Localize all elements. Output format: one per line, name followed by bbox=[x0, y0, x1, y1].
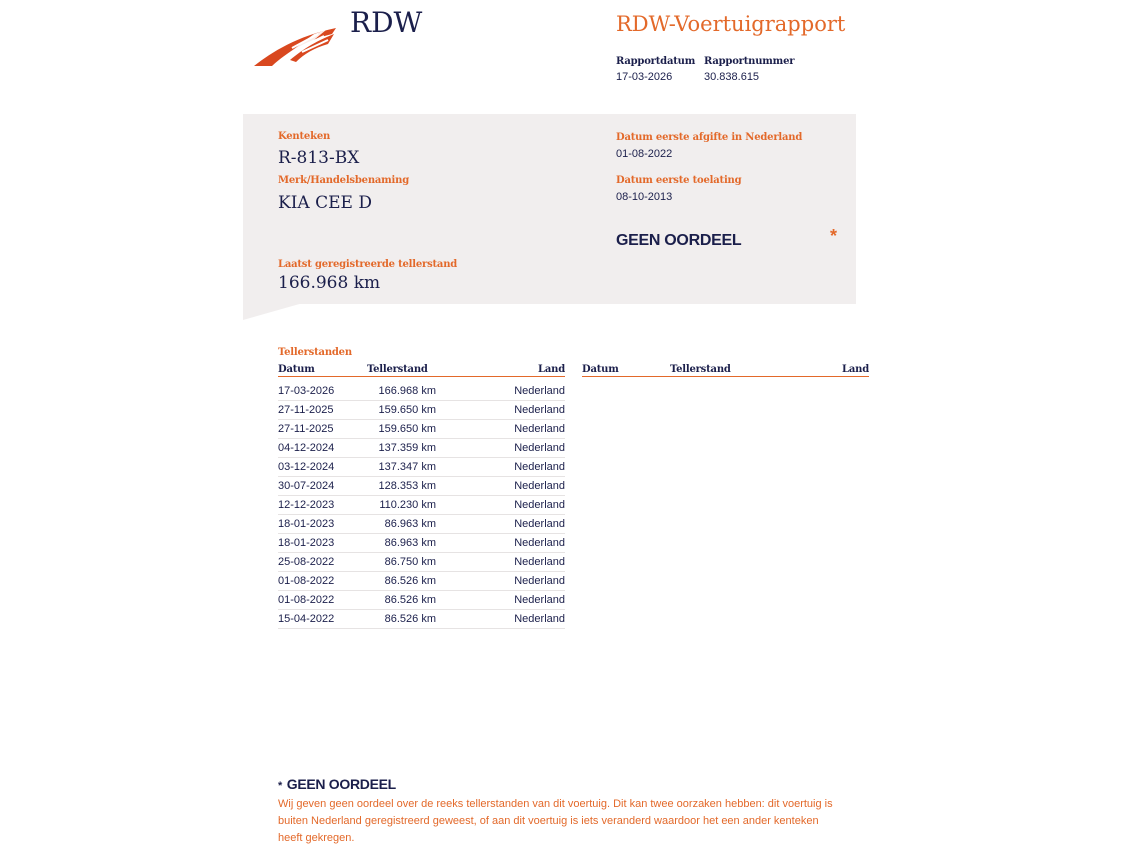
reading-country: Nederland bbox=[436, 572, 565, 591]
footer-star: * bbox=[278, 780, 283, 792]
report-number: 30.838.615 bbox=[704, 71, 760, 83]
odometer-value: 166.968 km bbox=[278, 273, 381, 293]
reading-date: 25-08-2022 bbox=[278, 553, 366, 572]
reading-country: Nederland bbox=[436, 439, 565, 458]
table-row bbox=[278, 477, 565, 496]
footer-heading bbox=[278, 776, 396, 794]
card-tail bbox=[243, 303, 303, 320]
first-nl-value: 01-08-2022 bbox=[616, 148, 673, 160]
readings-title: Tellerstanden bbox=[278, 347, 352, 358]
first-nl-label: Datum eerste afgifte in Nederland bbox=[616, 132, 803, 143]
table-row bbox=[278, 591, 565, 610]
readings-header-rule-2 bbox=[582, 376, 869, 377]
reading-value: 86.526 km bbox=[366, 610, 436, 629]
reading-country: Nederland bbox=[436, 401, 565, 420]
reading-country: Nederland bbox=[436, 458, 565, 477]
reading-date: 15-04-2022 bbox=[278, 610, 366, 629]
reading-value: 137.359 km bbox=[366, 439, 436, 458]
brand-label: Merk/Handelsbenaming bbox=[278, 175, 410, 186]
reading-value: 86.526 km bbox=[366, 572, 436, 591]
reading-date: 01-08-2022 bbox=[278, 572, 366, 591]
table-row bbox=[278, 572, 565, 591]
verdict: GEEN OORDEEL bbox=[616, 232, 742, 249]
logo-text: RDW bbox=[350, 6, 423, 39]
reading-country: Nederland bbox=[436, 382, 565, 401]
reading-country: Nederland bbox=[436, 515, 565, 534]
report-title: RDW-Voertuigrapport bbox=[616, 12, 846, 36]
col-country-header: Land bbox=[538, 364, 565, 375]
reading-date: 03-12-2024 bbox=[278, 458, 366, 477]
reading-value: 128.353 km bbox=[366, 477, 436, 496]
reading-country: Nederland bbox=[436, 591, 565, 610]
col-reading-header: Tellerstand bbox=[367, 364, 428, 375]
rdw-logo-icon bbox=[252, 22, 338, 70]
first-admission-value: 08-10-2013 bbox=[616, 191, 673, 203]
report-date: 17-03-2026 bbox=[616, 71, 673, 83]
table-row bbox=[278, 439, 565, 458]
reading-country: Nederland bbox=[436, 477, 565, 496]
report-date-label: Rapportdatum bbox=[616, 56, 696, 67]
footer-title: GEEN OORDEEL bbox=[286, 776, 396, 792]
reading-value: 137.347 km bbox=[366, 458, 436, 477]
reading-value: 86.526 km bbox=[366, 591, 436, 610]
table-row bbox=[278, 534, 565, 553]
reading-date: 04-12-2024 bbox=[278, 439, 366, 458]
col-date-header: Datum bbox=[278, 364, 315, 375]
plate-value: R-813-BX bbox=[278, 148, 360, 168]
table-row bbox=[278, 401, 565, 420]
table-row bbox=[278, 420, 565, 439]
col2-reading-header: Tellerstand bbox=[670, 364, 731, 375]
reading-country: Nederland bbox=[436, 420, 565, 439]
reading-value: 86.963 km bbox=[366, 515, 436, 534]
readings-header-rule bbox=[278, 376, 565, 377]
reading-value: 159.650 km bbox=[366, 401, 436, 420]
reading-date: 18-01-2023 bbox=[278, 515, 366, 534]
reading-country: Nederland bbox=[436, 496, 565, 515]
table-row bbox=[278, 515, 565, 534]
readings-table bbox=[278, 382, 565, 629]
reading-date: 27-11-2025 bbox=[278, 420, 366, 439]
table-row bbox=[278, 496, 565, 515]
reading-country: Nederland bbox=[436, 534, 565, 553]
reading-date: 01-08-2022 bbox=[278, 591, 366, 610]
first-admission-label: Datum eerste toelating bbox=[616, 175, 742, 186]
reading-date: 27-11-2025 bbox=[278, 401, 366, 420]
reading-value: 110.230 km bbox=[366, 496, 436, 515]
brand-value: KIA CEE D bbox=[278, 193, 372, 213]
footer-text: Wij geven geen oordeel over de reeks tellerstanden van dit voertuig. Dit kan twee oorzaken hebben: dit voertuig is buiten Nederland geregistreerd geweest, of aan dit voertuig is iets veranderd waardoor het een ander kenteken heeft gekregen. bbox=[278, 798, 833, 844]
col2-date-header: Datum bbox=[582, 364, 619, 375]
col2-country-header: Land bbox=[842, 364, 869, 375]
reading-country: Nederland bbox=[436, 610, 565, 629]
reading-date: 30-07-2024 bbox=[278, 477, 366, 496]
reading-value: 166.968 km bbox=[366, 382, 436, 401]
reading-value: 86.963 km bbox=[366, 534, 436, 553]
table-row bbox=[278, 458, 565, 477]
reading-country: Nederland bbox=[436, 553, 565, 572]
report-number-label: Rapportnummer bbox=[704, 56, 795, 67]
reading-value: 86.750 km bbox=[366, 553, 436, 572]
table-row bbox=[278, 610, 565, 629]
plate-label: Kenteken bbox=[278, 131, 331, 142]
verdict-star: * bbox=[830, 226, 838, 246]
table-row bbox=[278, 382, 565, 401]
table-row bbox=[278, 553, 565, 572]
reading-value: 159.650 km bbox=[366, 420, 436, 439]
reading-date: 17-03-2026 bbox=[278, 382, 366, 401]
reading-date: 12-12-2023 bbox=[278, 496, 366, 515]
odometer-label: Laatst geregistreerde tellerstand bbox=[278, 259, 458, 270]
reading-date: 18-01-2023 bbox=[278, 534, 366, 553]
